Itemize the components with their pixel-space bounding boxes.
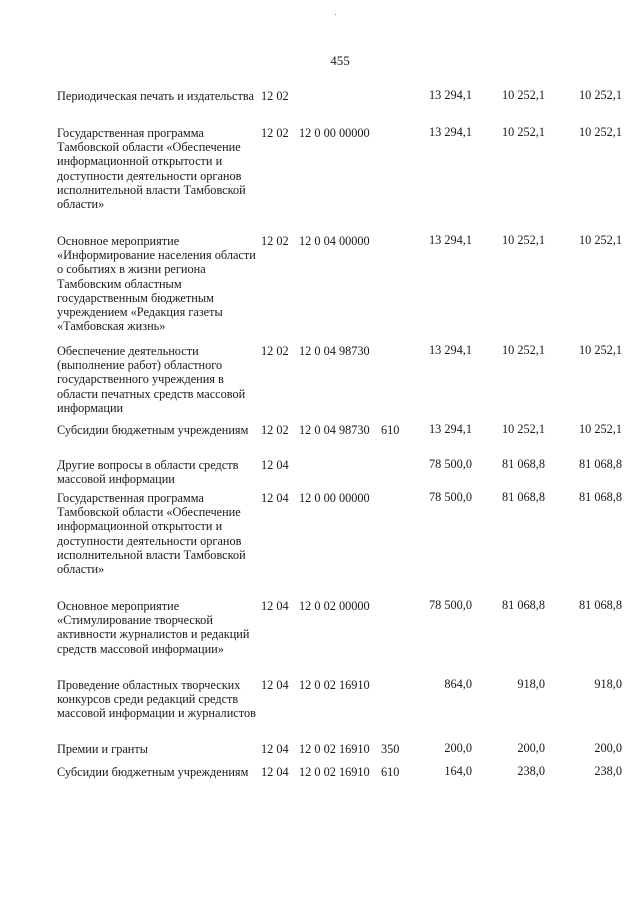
row-name: Субсидии бюджетным учреждениям <box>57 765 249 779</box>
row-amount-2: 10 252,1 <box>501 88 545 102</box>
row-name: Субсидии бюджетным учреждениям <box>57 423 249 437</box>
row-amount-3: 10 252,1 <box>578 233 622 247</box>
row-amount-3: 238,0 <box>594 764 622 778</box>
row-target-article: 12 0 04 98730 <box>299 344 370 358</box>
row-section-code: 12 04 <box>261 599 289 613</box>
row-target-article: 12 0 02 16910 <box>299 742 370 756</box>
row-section-code: 12 02 <box>261 344 289 358</box>
row-section-code: 12 04 <box>261 742 289 756</box>
row-amount-1: 13 294,1 <box>428 422 472 436</box>
row-amount-3: 81 068,8 <box>578 457 622 471</box>
row-section-code: 12 02 <box>261 126 289 140</box>
row-amount-2: 918,0 <box>517 677 545 691</box>
row-expense-type: 610 <box>381 423 400 437</box>
row-amount-1: 78 500,0 <box>428 490 472 504</box>
row-amount-1: 864,0 <box>444 677 472 691</box>
row-amount-2: 10 252,1 <box>501 422 545 436</box>
row-expense-type: 610 <box>381 765 400 779</box>
row-amount-2: 10 252,1 <box>501 125 545 139</box>
row-target-article: 12 0 04 00000 <box>299 234 370 248</box>
row-amount-1: 78 500,0 <box>428 598 472 612</box>
row-amount-3: 81 068,8 <box>578 490 622 504</box>
row-amount-3: 200,0 <box>594 741 622 755</box>
row-amount-1: 164,0 <box>444 764 472 778</box>
row-name: Периодическая печать и издательства <box>57 89 254 103</box>
row-target-article: 12 0 02 00000 <box>299 599 370 613</box>
scan-speck <box>335 14 336 15</box>
row-name: Другие вопросы в области средств массовой информации <box>57 458 239 487</box>
row-section-code: 12 04 <box>261 765 289 779</box>
row-target-article: 12 0 02 16910 <box>299 765 370 779</box>
row-amount-3: 10 252,1 <box>578 88 622 102</box>
row-amount-2: 81 068,8 <box>501 598 545 612</box>
row-name: Обеспечение деятельности (выполнение работ) областного государственного учреждения в области печатных средств массовой информации <box>57 344 246 415</box>
row-amount-2: 10 252,1 <box>501 233 545 247</box>
row-amount-1: 13 294,1 <box>428 88 472 102</box>
row-amount-1: 13 294,1 <box>428 125 472 139</box>
row-section-code: 12 04 <box>261 491 289 505</box>
page-number: 455 <box>330 53 350 68</box>
row-amount-2: 81 068,8 <box>501 457 545 471</box>
row-name: Проведение областных творческих конкурсов среди редакций средств массовой информации и журналистов <box>57 678 256 721</box>
row-amount-1: 13 294,1 <box>428 233 472 247</box>
row-name: Основное мероприятие «Стимулирование творческой активности журналистов и редакций средств массовой информации» <box>57 599 250 656</box>
row-section-code: 12 02 <box>261 234 289 248</box>
row-target-article: 12 0 02 16910 <box>299 678 370 692</box>
row-amount-3: 10 252,1 <box>578 422 622 436</box>
row-name: Государственная программа Тамбовской области «Обеспечение информационной открытости и доступности деятельности органов исполнительной власти Тамбовской области» <box>57 491 246 577</box>
row-name: Основное мероприятие «Информирование населения области о событиях в жизни региона Тамбовским областным государственным бюджетным учреждением «Редакция газеты «Тамбовская жизнь» <box>57 234 256 334</box>
row-expense-type: 350 <box>381 742 400 756</box>
row-section-code: 12 04 <box>261 678 289 692</box>
row-section-code: 12 02 <box>261 89 289 103</box>
row-target-article: 12 0 00 00000 <box>299 491 370 505</box>
row-amount-3: 81 068,8 <box>578 598 622 612</box>
row-amount-3: 918,0 <box>594 677 622 691</box>
row-name: Премии и гранты <box>57 742 149 756</box>
row-amount-3: 10 252,1 <box>578 343 622 357</box>
row-amount-1: 200,0 <box>444 741 472 755</box>
row-amount-2: 200,0 <box>517 741 545 755</box>
row-target-article: 12 0 00 00000 <box>299 126 370 140</box>
row-amount-3: 10 252,1 <box>578 125 622 139</box>
row-amount-2: 238,0 <box>517 764 545 778</box>
row-amount-1: 78 500,0 <box>428 457 472 471</box>
row-section-code: 12 02 <box>261 423 289 437</box>
row-amount-2: 10 252,1 <box>501 343 545 357</box>
row-amount-1: 13 294,1 <box>428 343 472 357</box>
row-amount-2: 81 068,8 <box>501 490 545 504</box>
row-section-code: 12 04 <box>261 458 289 472</box>
row-name: Государственная программа Тамбовской области «Обеспечение информационной открытости и доступности деятельности органов исполнительной власти Тамбовской области» <box>57 126 246 212</box>
row-target-article: 12 0 04 98730 <box>299 423 370 437</box>
